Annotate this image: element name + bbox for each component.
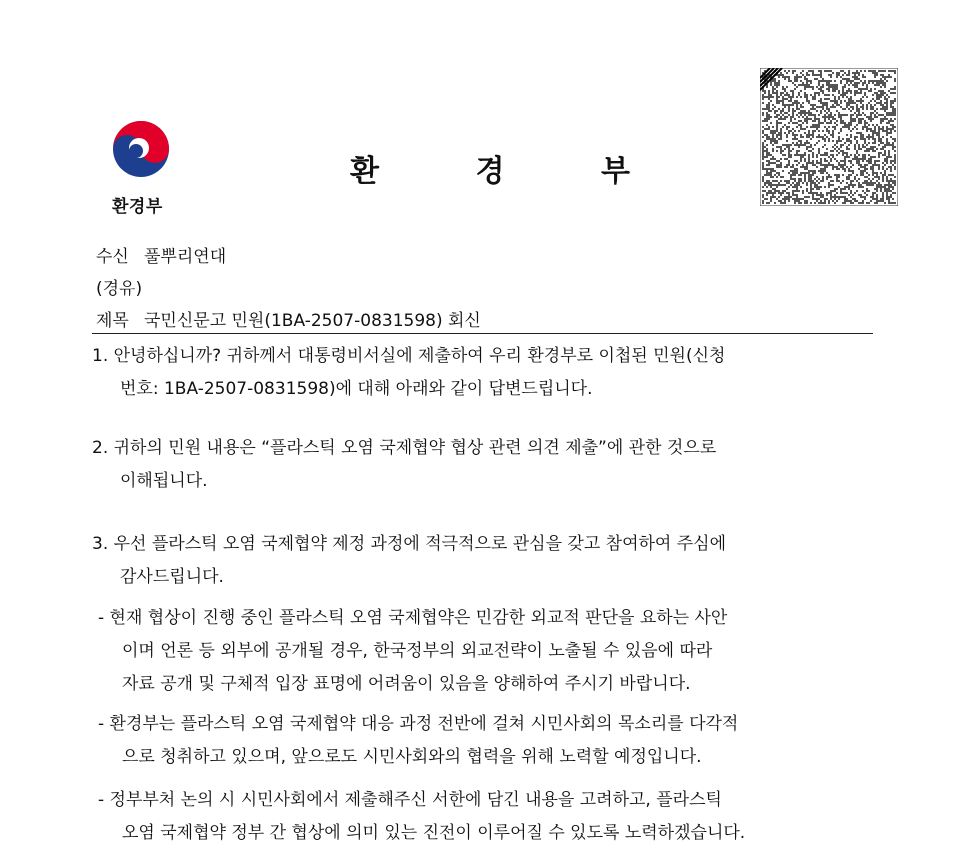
paragraph-line: 번호: 1BA-2507-0831598)에 대해 아래와 같이 답변드립니다. (120, 379, 593, 399)
recipient-line (96, 242, 226, 267)
paragraph-line: 1. 안녕하십니까? 귀하께서 대통령비서실에 제출하여 우리 환경부로 이첩된 민원(신청 (92, 346, 726, 366)
subject-line (96, 306, 481, 331)
title-char: 환 (350, 154, 379, 189)
bullet-line: - 정부부처 논의 시 시민사회에서 제출해주신 서한에 담긴 내용을 고려하고, 플라스틱 (98, 790, 722, 810)
bullet-line: 이며 언론 등 외부에 공개될 경우, 한국정부의 외교전략이 노출될 수 있음에 따라 (122, 641, 713, 661)
paragraph-line: 2. 귀하의 민원 내용은 “플라스틱 오염 국제협약 협상 관련 의견 제출”에 관한 것으로 (92, 438, 717, 458)
bullet-line: 자료 공개 및 구체적 입장 표명에 어려움이 있음을 양해하여 주시기 바랍니다. (122, 674, 691, 694)
divider (92, 333, 873, 334)
paragraph-1 (92, 340, 882, 406)
paragraph-line: 감사드립니다. (120, 567, 224, 587)
ministry-logo (100, 118, 184, 217)
title-char: 경 (475, 154, 505, 189)
paragraph-line: 이해됩니다. (120, 471, 208, 491)
paragraph-3 (92, 528, 882, 594)
bullet-line: 오염 국제협약 정부 간 협상에 의미 있는 진전이 이루어질 수 있도록 노력하겠습니다. (122, 823, 746, 843)
recipient-value: 풀뿌리연대 (144, 247, 227, 267)
bullet-line: - 환경부는 플라스틱 오염 국제협약 대응 과정 전반에 걸쳐 시민사회의 목소리를 다각적 (98, 714, 739, 734)
paragraph-2 (92, 432, 882, 498)
title-char: 부 (601, 154, 630, 189)
bullet-item-3 (98, 784, 888, 850)
taegeuk-emblem-icon (110, 118, 172, 180)
recipient-label: 수신 (96, 247, 129, 267)
via-line: (경유) (96, 279, 143, 299)
bullet-item-1 (98, 602, 888, 701)
bullet-item-2 (98, 708, 888, 774)
paragraph-line: 3. 우선 플라스틱 오염 국제협약 제정 과정에 적극적으로 관심을 갖고 참여하여 주심에 (92, 534, 727, 554)
subject-value: 국민신문고 민원(1BA-2507-0831598) 회신 (144, 311, 481, 331)
document-title (350, 146, 630, 190)
subject-label: 제목 (96, 311, 129, 331)
bullet-line: 으로 청취하고 있으며, 앞으로도 시민사회와의 협력을 위해 노력할 예정입니다. (122, 747, 702, 767)
bullet-line: - 현재 협상이 진행 중인 플라스틱 오염 국제협약은 민감한 외교적 판단을 요하는 사안 (98, 608, 728, 628)
logo-text: 환경부 (112, 197, 163, 217)
document-code-image (760, 68, 898, 206)
